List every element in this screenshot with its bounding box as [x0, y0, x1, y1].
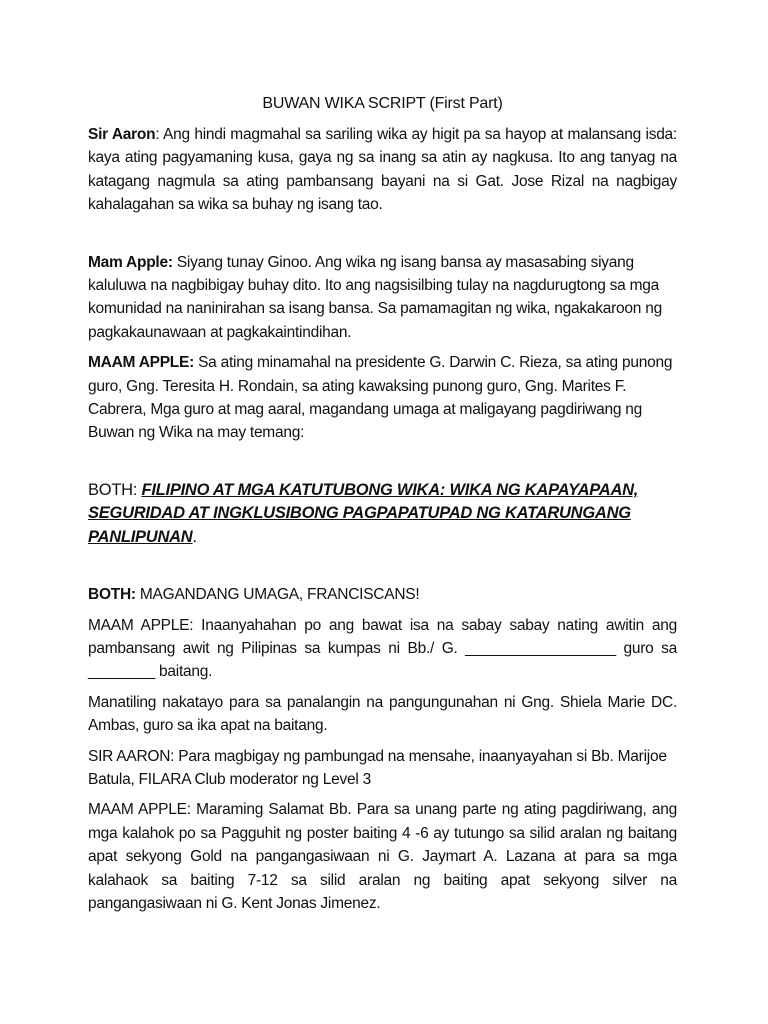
- paragraph-maam-apple-greeting: [88, 351, 677, 445]
- paragraph-both-greeting: [88, 583, 677, 606]
- paragraph-text: : Ang hindi magmahal sa sariling wika ay higit pa sa hayop at malansang isda: kaya ating pagyamaning kusa, gaya ng sa inang sa atin ay nagkusa. Ito ang tanyag na katagang nagmula sa ating pambansang bayani na si Gat. Jose Rizal na nagbigay kahalagahan sa wika sa buhay ng isang tao.: [88, 126, 677, 214]
- paragraph-mam-apple-reply: [88, 251, 677, 345]
- paragraph-opening-message: [88, 745, 677, 792]
- paragraph-contest-instructions: [88, 798, 677, 915]
- paragraph-anthem: [88, 614, 677, 684]
- paragraph-text: SIR AARON: Para magbigay ng pambungad na mensahe, inaanyayahan si Bb. Marijoe Batula, FILARA Club moderator ng Level 3: [88, 747, 667, 788]
- speaker-label: Mam Apple:: [88, 253, 173, 271]
- theme-suffix: .: [192, 527, 197, 546]
- speaker-label: MAAM APPLE:: [88, 354, 195, 372]
- theme-text: FILIPINO AT MGA KATUTUBONG WIKA: WIKA NG KAPAYAPAAN, SEGURIDAD AT INGKLUSIBONG PAGPAPATUPAD NG KATARUNGANG PANLIPUNAN: [88, 480, 639, 546]
- paragraph-sir-aaron-intro: [88, 123, 677, 217]
- paragraph-text: Sa ating minamahal na presidente G. Darwin C. Rieza, sa ating punong guro, Gng. Teresita H. Rondain, sa ating kawaksing punong guro, Gng. Marites F. Cabrera, Mga guro at mag aaral, magandang umaga at maligayang pagdiriwang ng Buwan ng Wika na may temang:: [88, 354, 673, 442]
- paragraph-text: MAAM APPLE: Inaanyahahan po ang bawat isa na sabay sabay nating awitin ang pambansang awit ng Pilipinas sa kumpas ni Bb./ G. __________________ guro sa ________ baitang.: [88, 616, 677, 681]
- document-title: BUWAN WIKA SCRIPT (First Part): [262, 95, 503, 112]
- paragraph-prayer: [88, 691, 677, 738]
- paragraph-theme: [88, 479, 677, 549]
- speaker-label: BOTH:: [88, 586, 136, 604]
- paragraph-text: MAAM APPLE: Maraming Salamat Bb. Para sa unang parte ng ating pagdiriwang, ang mga kalahok po sa Pagguhit ng poster baiting 4 -6 ay tutungo sa silid aralan ng baitang apat sekyong Gold na pangangasiwaan ni G. Jaymart A. Lazana at para sa mga kalahaok sa baiting 7-12 sa silid aralan ng baiting apat sekyong silver na pangangasiwaan ni G. Kent Jonas Jimenez.: [88, 801, 677, 912]
- speaker-label: Sir Aaron: [88, 126, 156, 143]
- paragraph-text: Siyang tunay Ginoo. Ang wika ng isang bansa ay masasabing siyang kaluluwa na nagbibigay buhay dito. Ito ang nagsisilbing tulay na nagdurugtong sa mga komunidad na naninirahan sa isang bansa. Sa pamamagitan ng wika, ngakakaroon ng pagkakaunawaan at pagkakaintindihan.: [88, 253, 662, 341]
- paragraph-text: MAGANDANG UMAGA, FRANCISCANS!: [135, 586, 420, 604]
- speaker-prefix: BOTH:: [88, 480, 142, 499]
- paragraph-text: Manatiling nakatayo para sa panalangin na pangungunahan ni Gng. Shiela Marie DC. Ambas, guro sa ika apat na baitang.: [88, 693, 677, 735]
